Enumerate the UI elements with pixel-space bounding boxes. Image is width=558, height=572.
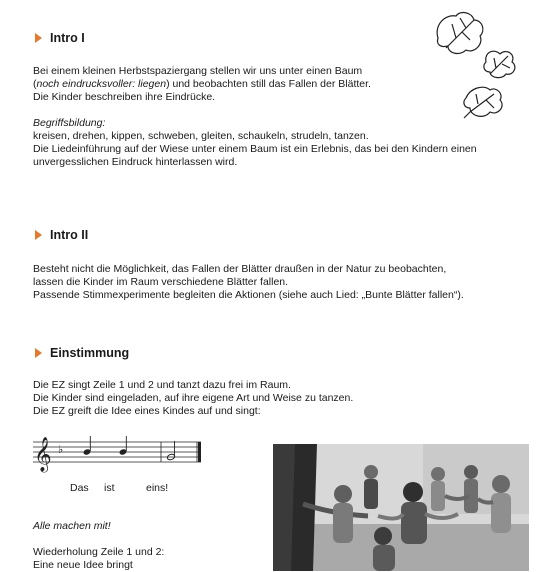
heading-einstimmung xyxy=(35,346,129,360)
lyric-eins: eins! xyxy=(146,482,169,494)
lyric-ist: ist xyxy=(104,482,115,494)
text-line: Eine neue Idee bringt xyxy=(33,559,133,571)
quarter-note xyxy=(119,436,128,456)
term-label: Begriffsbildung: xyxy=(33,117,106,129)
text-line: Die Kinder beschreiben ihre Eindrücke. xyxy=(33,91,216,103)
leaf-icon xyxy=(437,13,483,54)
lyric-das: Das xyxy=(70,482,89,494)
italic-note: noch eindrucksvoller: liegen xyxy=(36,78,167,90)
text-line: (noch eindrucksvoller: liegen) und beobachten still das Fallen der Blätter. xyxy=(33,78,371,90)
music-staff xyxy=(33,432,213,478)
einstimmung-text xyxy=(33,379,353,418)
section-title: Intro I xyxy=(50,31,85,45)
section-title: Einstimmung xyxy=(50,346,130,360)
text-line: kreisen, drehen, kippen, schweben, gleiten, schaukeln, strudeln, tanzen. xyxy=(33,130,369,142)
repeat-text xyxy=(33,546,164,572)
quarter-note xyxy=(83,436,92,456)
all-join-text: Alle machen mit! xyxy=(33,520,111,532)
triangle-bullet-icon xyxy=(35,230,42,240)
intro-2-text xyxy=(33,263,464,302)
text-line: Passende Stimmexperimente begleiten die Aktionen (siehe auch Lied: „Bunte Blätter fallen“). xyxy=(33,289,464,301)
text-line: Die EZ greift die Idee eines Kindes auf und singt: xyxy=(33,405,261,417)
text-line: lassen die Kinder im Raum verschiedene Blätter fallen. xyxy=(33,276,289,288)
children-dancing-photo xyxy=(273,444,529,571)
intro-1-text xyxy=(33,65,477,169)
text-line: unvergesslichen Eindruck hinterlassen wird. xyxy=(33,156,238,168)
text-line: Besteht nicht die Möglichkeit, das Fallen der Blätter draußen in der Natur zu beobachten, xyxy=(33,263,447,275)
heading-intro-2 xyxy=(35,228,88,242)
text-line: Bei einem kleinen Herbstspaziergang stellen wir uns unter einen Baum xyxy=(33,65,363,77)
half-note xyxy=(167,441,176,461)
section-title: Intro II xyxy=(50,228,89,242)
text-line: Die Liedeinführung auf der Wiese unter einem Baum ist ein Erlebnis, das bei den Kindern einen xyxy=(33,143,477,155)
triangle-bullet-icon xyxy=(35,348,42,358)
treble-clef-icon: 𝄞 xyxy=(34,437,52,472)
leaf-icon xyxy=(484,51,515,77)
text-line: Die EZ singt Zeile 1 und 2 und tanzt dazu frei im Raum. xyxy=(33,379,291,391)
text-line: Wiederholung Zeile 1 und 2: xyxy=(33,546,165,558)
heading-intro-1 xyxy=(35,31,85,45)
text-line: Die Kinder sind eingeladen, auf ihre eigene Art und Weise zu tanzen. xyxy=(33,392,354,404)
flat-sign-icon: ♭ xyxy=(58,443,64,456)
triangle-bullet-icon xyxy=(35,33,42,43)
photo-illustration xyxy=(273,444,529,571)
